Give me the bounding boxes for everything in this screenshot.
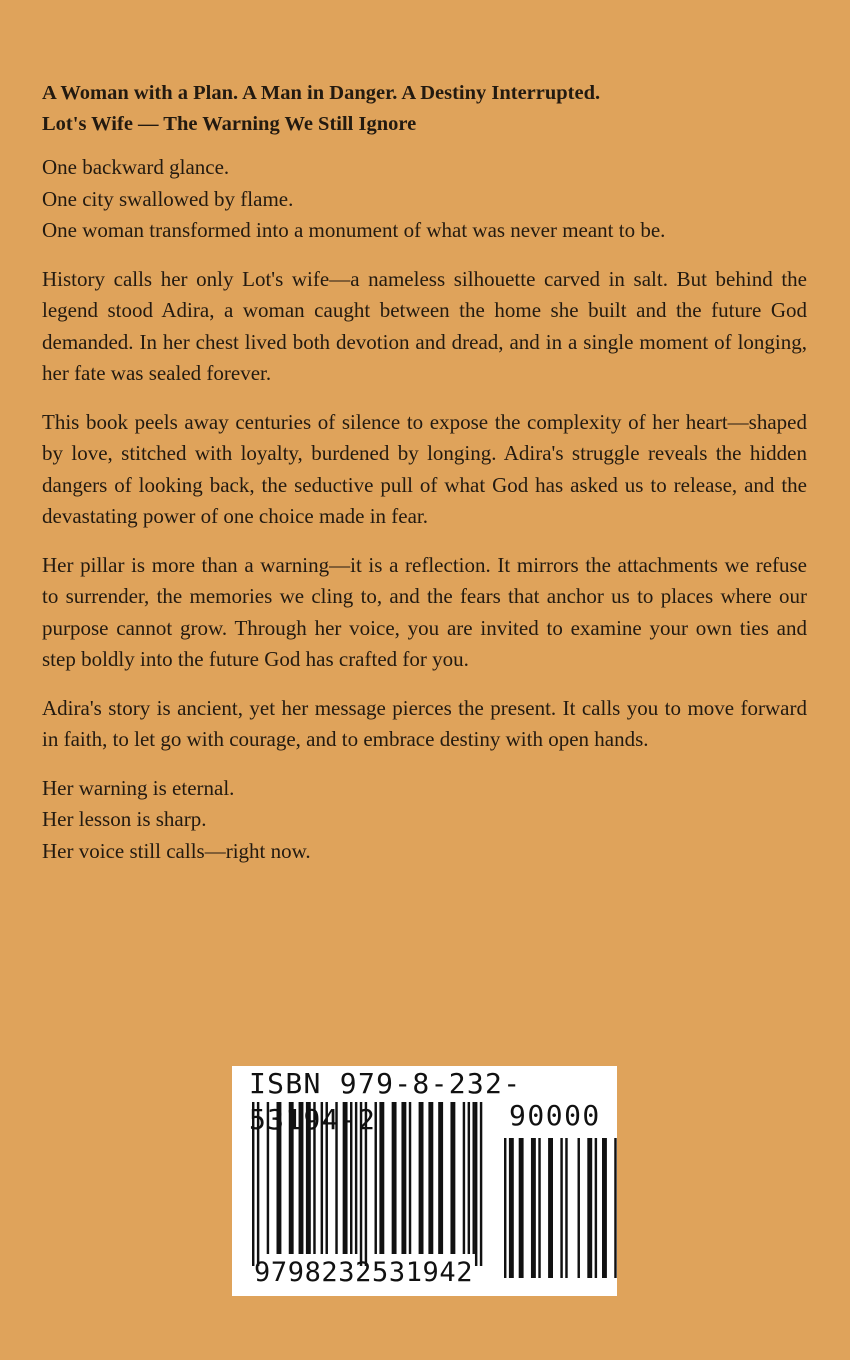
barcode-bar: [565, 1138, 567, 1278]
headline-line-2: Lot's Wife — The Warning We Still Ignore: [42, 113, 417, 135]
paragraph-3: Her pillar is more than a warning—it is a reflection. It mirrors the attachments we refuse to surrender, the memories we cling to, and the fears that anchor us to places where our purpose cannot grow. Through her voice, you are invited to examine your own ties and step boldly into the future God has crafted for you.: [42, 552, 807, 671]
intro-line: One city swallowed by flame.: [42, 186, 294, 211]
barcode-bar: [509, 1138, 514, 1278]
closing-line: Her warning is eternal.: [42, 775, 235, 800]
paragraph-4: Adira's story is ancient, yet her message pierces the present. It calls you to move forward in faith, to let go with courage, and to embrace destiny with open hands.: [42, 695, 807, 751]
barcode-bar: [560, 1138, 562, 1278]
closing-line: Her voice still calls—right now.: [42, 838, 311, 863]
isbn-barcode: [232, 1066, 617, 1296]
closing-line: Her lesson is sharp.: [42, 807, 207, 831]
closing-lines: [42, 773, 807, 868]
intro-line: One backward glance.: [42, 155, 230, 179]
barcode-bar: [587, 1138, 592, 1278]
back-cover-text: [42, 78, 807, 884]
barcode-bar: [614, 1138, 616, 1278]
barcode-bar: [578, 1138, 580, 1278]
barcode-bar: [602, 1138, 607, 1278]
paragraph-2: This book peels away centuries of silence to expose the complexity of her heart—shaped by love, stitched with loyalty, burdened by longing. Adira's struggle reveals the hidden dangers of looking back, the seductive pull of what God has asked us to release, and the devastating power of one choice made in fear.: [42, 409, 807, 528]
paragraph-1: History calls her only Lot's wife—a nameless silhouette carved in salt. But behind the legend stood Adira, a woman caught between the home she built and the future God demanded. In her chest lived both devotion and dread, and in a single moment of longing, her fate was sealed forever.: [42, 266, 807, 385]
isbn-label: ISBN 979-8-232-53194-2: [249, 1067, 522, 1136]
intro-line: One woman transformed into a monument of what was never meant to be.: [42, 218, 666, 242]
barcode-bar: [531, 1138, 536, 1278]
headline: [42, 78, 807, 140]
headline-line-1: A Woman with a Plan. A Man in Danger. A Destiny Interrupted.: [42, 82, 601, 104]
addon-number: 90000: [509, 1099, 601, 1132]
barcode-bar: [519, 1138, 524, 1278]
barcode-bar: [504, 1138, 506, 1278]
barcode-bar: [538, 1138, 540, 1278]
barcode-bar: [595, 1138, 597, 1278]
intro-lines: [42, 152, 807, 247]
barcode-digits: 9798232531942: [254, 1257, 474, 1288]
barcode-bar: [548, 1138, 553, 1278]
